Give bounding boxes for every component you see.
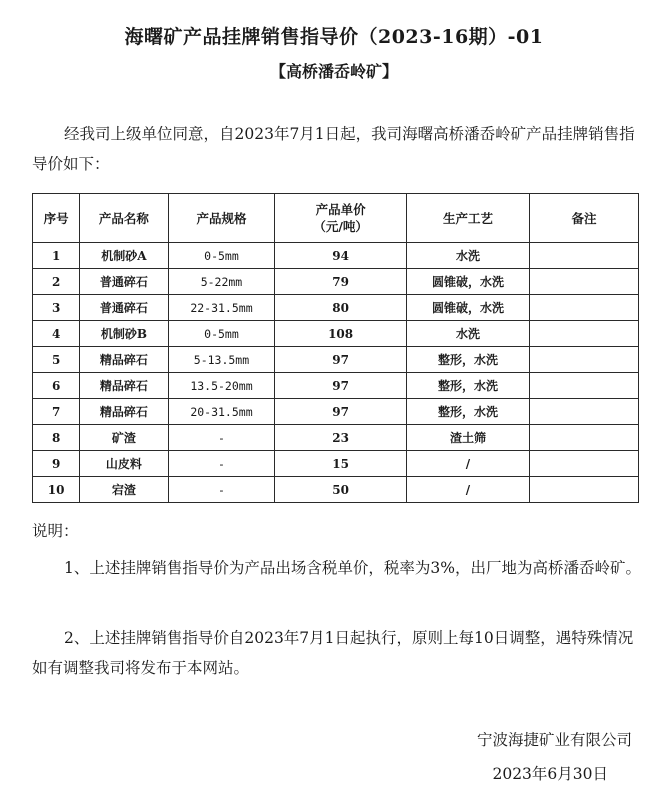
cell-no: 10 <box>33 477 80 503</box>
cell-spec: - <box>168 451 275 477</box>
cell-spec: 5-22mm <box>168 269 275 295</box>
intro-paragraph: 经我司上级单位同意，自2023年7月1日起，我司海曙高桥潘岙岭矿产品挂牌销售指导价如下： <box>32 125 635 173</box>
cell-no: 6 <box>33 373 80 399</box>
cell-no: 1 <box>33 243 80 269</box>
cell-process: 整形，水洗 <box>406 347 529 373</box>
cell-process: 水洗 <box>406 321 529 347</box>
table-row <box>33 425 639 451</box>
cell-price: 15 <box>275 451 406 477</box>
header-process: 生产工艺 <box>406 194 529 243</box>
cell-price: 23 <box>275 425 406 451</box>
cell-product-name: 精品碎石 <box>80 347 168 373</box>
cell-product-name: 宕渣 <box>80 477 168 503</box>
cell-process: 渣土筛 <box>406 425 529 451</box>
signature-date: 2023年6月30日 <box>492 765 608 783</box>
cell-price: 79 <box>275 269 406 295</box>
cell-no: 8 <box>33 425 80 451</box>
note-item-2: 2、上述挂牌销售指导价自2023年7月1日起执行，原则上每10日调整，遇特殊情况如有调整我司将发布于本网站。 <box>32 629 634 677</box>
cell-process: / <box>406 451 529 477</box>
cell-no: 2 <box>33 269 80 295</box>
header-price-line1: 产品单价 <box>315 202 366 217</box>
cell-price: 97 <box>275 347 406 373</box>
cell-no: 9 <box>33 451 80 477</box>
table-row <box>33 399 639 425</box>
cell-remark <box>530 399 639 425</box>
table-row <box>33 477 639 503</box>
header-spec: 产品规格 <box>168 194 275 243</box>
table-row <box>33 321 639 347</box>
cell-remark <box>530 269 639 295</box>
header-name: 产品名称 <box>80 194 168 243</box>
cell-price: 108 <box>275 321 406 347</box>
cell-process: / <box>406 477 529 503</box>
cell-product-name: 山皮料 <box>80 451 168 477</box>
cell-remark <box>530 295 639 321</box>
cell-spec: 0-5mm <box>168 243 275 269</box>
cell-remark <box>530 425 639 451</box>
cell-no: 4 <box>33 321 80 347</box>
cell-remark <box>530 321 639 347</box>
table-row <box>33 269 639 295</box>
cell-no: 3 <box>33 295 80 321</box>
note-item-1: 1、上述挂牌销售指导价为产品出场含税单价，税率为3%，出厂地为高桥潘岙岭矿。 <box>64 559 641 577</box>
cell-no: 7 <box>33 399 80 425</box>
cell-spec: 0-5mm <box>168 321 275 347</box>
cell-spec: - <box>168 477 275 503</box>
cell-remark <box>530 451 639 477</box>
table-row <box>33 295 639 321</box>
cell-process: 水洗 <box>406 243 529 269</box>
table-row <box>33 243 639 269</box>
header-price-line2: （元/吨） <box>313 219 368 234</box>
price-table <box>32 193 639 503</box>
cell-remark <box>530 347 639 373</box>
cell-price: 94 <box>275 243 406 269</box>
cell-spec: - <box>168 425 275 451</box>
cell-price: 80 <box>275 295 406 321</box>
cell-product-name: 机制砂A <box>80 243 168 269</box>
cell-price: 97 <box>275 373 406 399</box>
cell-product-name: 普通碎石 <box>80 269 168 295</box>
cell-remark <box>530 477 639 503</box>
cell-product-name: 普通碎石 <box>80 295 168 321</box>
cell-spec: 13.5-20mm <box>168 373 275 399</box>
table-header-row <box>33 194 639 243</box>
table-row <box>33 373 639 399</box>
cell-spec: 5-13.5mm <box>168 347 275 373</box>
header-no: 序号 <box>33 194 80 243</box>
cell-process: 圆锥破，水洗 <box>406 295 529 321</box>
company-name: 宁波海捷矿业有限公司 <box>476 731 632 749</box>
cell-process: 圆锥破，水洗 <box>406 269 529 295</box>
cell-product-name: 精品碎石 <box>80 399 168 425</box>
cell-product-name: 矿渣 <box>80 425 168 451</box>
cell-spec: 20-31.5mm <box>168 399 275 425</box>
document-title: 海曙矿产品挂牌销售指导价（2023-16期）-01 <box>124 26 544 48</box>
table-row <box>33 347 639 373</box>
document-subtitle: 【高桥潘岙岭矿】 <box>269 62 398 81</box>
header-price <box>275 194 406 243</box>
cell-process: 整形，水洗 <box>406 373 529 399</box>
header-remark: 备注 <box>530 194 639 243</box>
cell-product-name: 机制砂B <box>80 321 168 347</box>
notes-heading: 说明： <box>32 522 79 540</box>
cell-remark <box>530 373 639 399</box>
cell-price: 50 <box>275 477 406 503</box>
cell-no: 5 <box>33 347 80 373</box>
table-row <box>33 451 639 477</box>
cell-spec: 22-31.5mm <box>168 295 275 321</box>
cell-product-name: 精品碎石 <box>80 373 168 399</box>
cell-process: 整形，水洗 <box>406 399 529 425</box>
cell-price: 97 <box>275 399 406 425</box>
cell-remark <box>530 243 639 269</box>
